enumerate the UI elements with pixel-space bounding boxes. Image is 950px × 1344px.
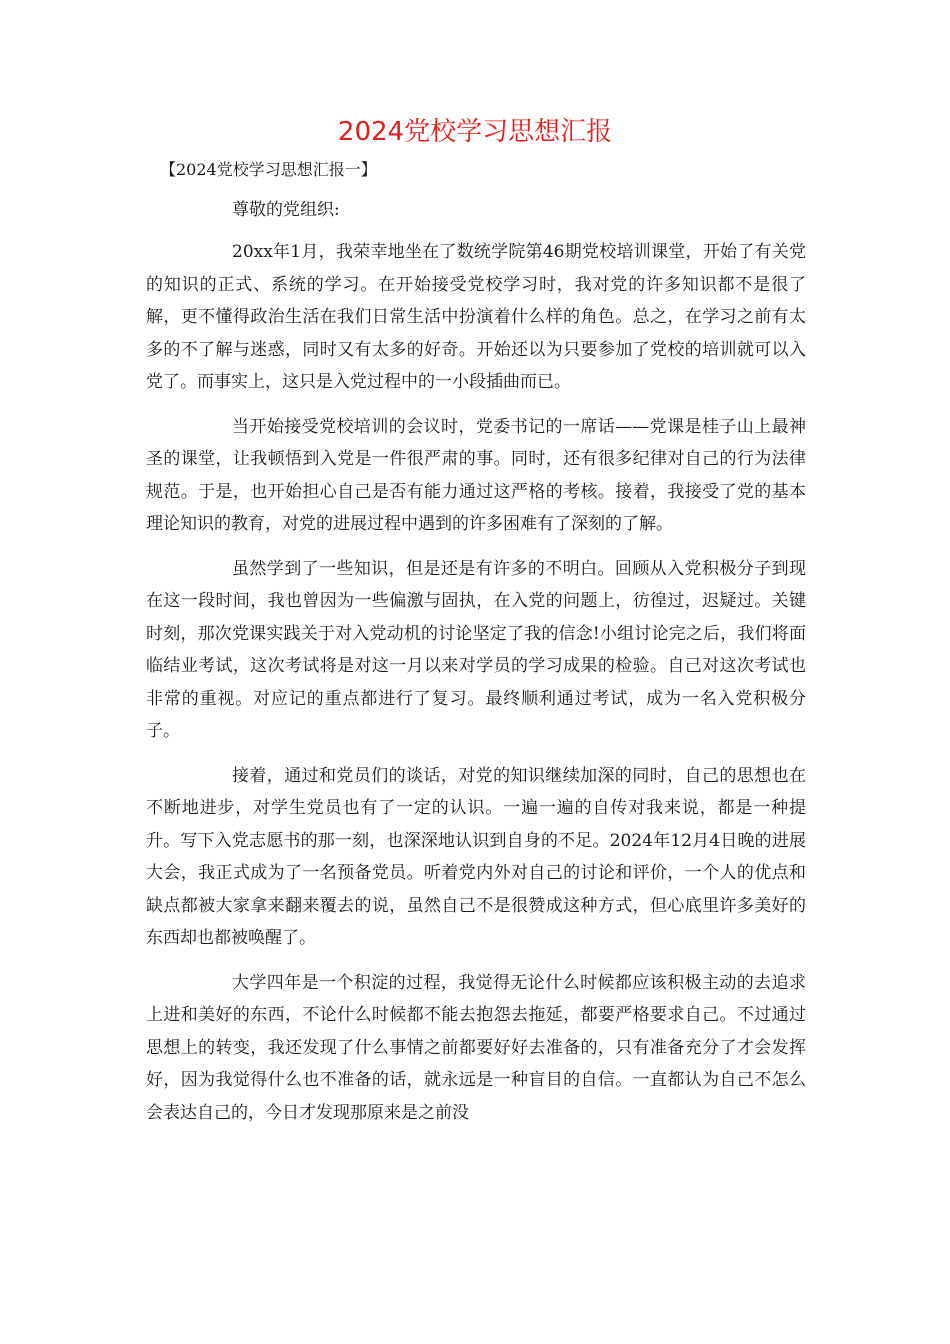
paragraph-4: 接着，通过和党员们的谈话，对党的知识继续加深的同时，自己的思想也在不断地进步，对学生党员也有了一定的认识。一遍一遍的自传对我来说，都是一种提升。写下入党志愿书的那一刻，也深深地认识到自身的不足。2024年12月4日晚的进展大会，我正式成为了一名预备党员。听着党内外对自己的讨论和评价，一个人的优点和缺点都被大家拿来翻来覆去的说，虽然自己不是很赞成这种方式，但心底里许多美好的东西却也都被唤醒了。 [146,765,806,948]
section-heading: 【2024党校学习思想汇报一】 [160,160,377,179]
paragraph-3: 虽然学到了一些知识，但是还是有许多的不明白。回顾从入党积极分子到现在这一段时间，我也曾因为一些偏激与固执，在入党的问题上，彷徨过，迟疑过。关键时刻，那次党课实践关于对入党动机的讨论坚定了我的信念!小组讨论完之后，我们将面临结业考试，这次考试将是对这一月以来对学员的学习成果的检验。自己对这次考试也非常的重视。对应记的重点都进行了复习。最终顺利通过考试，成为一名入党积极分子。 [146,558,806,741]
salutation: 尊敬的党组织: [232,200,340,220]
document-body [146,236,806,1141]
document-title: 2024党校学习思想汇报 [337,117,613,147]
paragraph-2: 当开始接受党校培训的会议时，党委书记的一席话——党课是桂子山上最神圣的课堂，让我顿悟到入党是一件很严肃的事。同时，还有很多纪律对自己的行为法律规范。于是，也开始担心自己是否有能力通过这严格的考核。接着，我接受了党的基本理论知识的教育，对党的进展过程中遇到的许多困难有了深刻的了解。 [146,416,806,534]
paragraph-1: 20xx年1月，我荣幸地坐在了数统学院第46期党校培训课堂，开始了有关党的知识的正式、系统的学习。在开始接受党校学习时，我对党的许多知识都不是很了解，更不懂得政治生活在我们日常生活中扮演着什么样的角色。总之，在学习之前有太多的不了解与迷惑，同时又有太多的好奇。开始还以为只要参加了党校的培训就可以入党了。而事实上，这只是入党过程中的一小段插曲而已。 [146,242,806,392]
paragraph-5: 大学四年是一个积淀的过程，我觉得无论什么时候都应该积极主动的去追求上进和美好的东西，不论什么时候都不能去抱怨去拖延，都要严格要求自己。不过通过思想上的转变，我还发现了什么事情之前都要好好去准备的，只有准备充分了才会发挥好，因为我觉得什么也不准备的话，就永远是一种盲目的自信。一直都认为自己不怎么会表达自己的，今日才发现那原来是之前没 [146,972,806,1123]
